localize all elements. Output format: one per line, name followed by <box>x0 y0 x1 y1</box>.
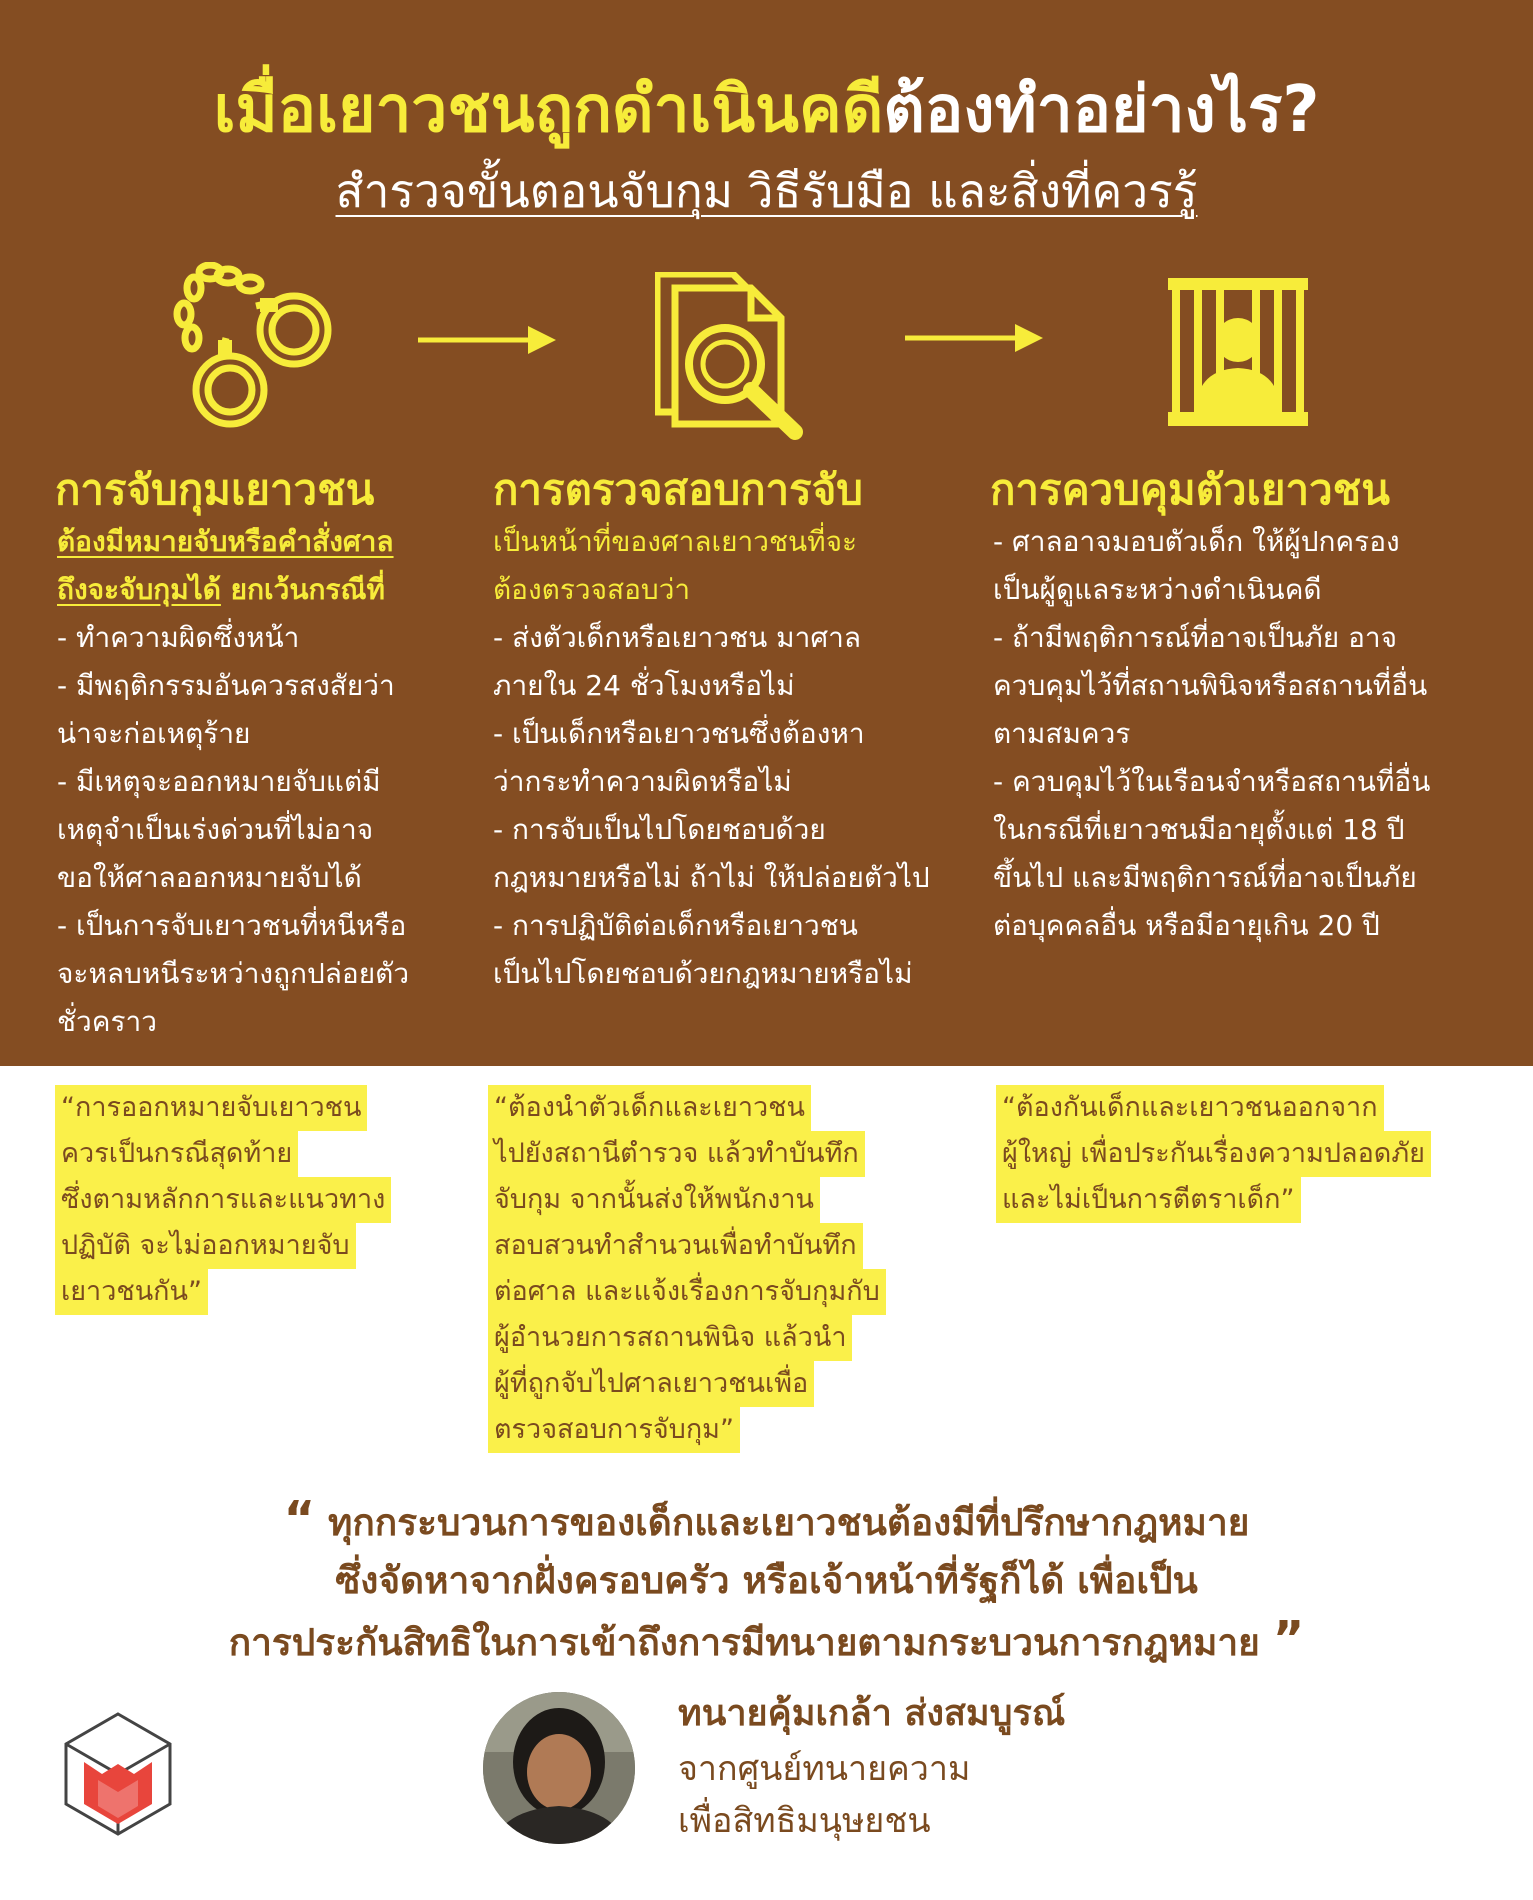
main-quote <box>0 1490 1533 1672</box>
handcuffs-icon <box>170 262 350 432</box>
main-quote-line: ทุกกระบวนการของเด็กและเยาวชนต้องมีที่ปรึกษากฎหมาย <box>328 1501 1250 1544</box>
quote-line: “ต้องกันเด็กและเยาวชนออกจาก <box>996 1085 1384 1131</box>
quote-line: “การออกหมายจับเยาวชน <box>55 1085 367 1131</box>
brand-logo-icon <box>62 1712 174 1836</box>
column-2-intro-2: ต้องตรวจสอบว่า <box>493 573 691 606</box>
quote-line: และไม่เป็นการตีตราเด็ก” <box>996 1177 1301 1223</box>
column-1-line: ชั่วคราว <box>57 1005 157 1038</box>
column-1-line: เหตุจำเป็นเร่งด่วนที่ไม่อาจ <box>57 813 374 846</box>
column-1-intro-2b: ยกเว้นกรณีที่ <box>220 573 385 606</box>
column-1-line: จะหลบหนีระหว่างถูกปล่อยตัว <box>57 957 410 990</box>
column-2-line: - เป็นเด็กหรือเยาวชนซึ่งต้องหา <box>493 717 865 750</box>
column-1-line: ขอให้ศาลออกหมายจับได้ <box>57 861 362 894</box>
column-1-line: - มีเหตุจะออกหมายจับแต่มี <box>57 765 381 798</box>
column-3-quote <box>996 1085 1431 1223</box>
person-name: ทนายคุ้มเกล้า ส่งสมบูรณ์ <box>678 1693 1066 1734</box>
column-1-line: - ทำความผิดซึ่งหน้า <box>57 621 300 654</box>
close-quote-mark: ” <box>1272 1611 1305 1667</box>
prisoner-behind-bars-icon <box>1168 278 1308 428</box>
page-title <box>0 68 1533 152</box>
column-3-line: ควบคุมไว้ที่สถานพินิจหรือสถานที่อื่น <box>993 669 1428 702</box>
column-1-quote <box>55 1085 391 1315</box>
page-subtitle: สำรวจขั้นตอนจับกุม วิธีรับมือ และสิ่งที่ควรรู้ <box>335 164 1198 218</box>
column-3-line: ในกรณีที่เยาวชนมีอายุตั้งแต่ 18 ปี <box>993 813 1405 846</box>
quote-line: ต่อศาล และแจ้งเรื่องการจับกุมกับ <box>488 1269 886 1315</box>
column-2-line: เป็นไปโดยชอบด้วยกฎหมายหรือไม่ <box>493 957 913 990</box>
quote-line: จับกุม จากนั้นส่งให้พนักงาน <box>488 1177 820 1223</box>
column-2-quote <box>488 1085 886 1453</box>
column-3-line: - ควบคุมไว้ในเรือนจำหรือสถานที่อื่น <box>993 765 1431 798</box>
quote-line: ปฏิบัติ จะไม่ออกหมายจับ <box>55 1223 356 1269</box>
quote-line: ซึ่งตามหลักการและแนวทาง <box>55 1177 391 1223</box>
quote-line: “ต้องนำตัวเด็กและเยาวชน <box>488 1085 811 1131</box>
column-2-line: ภายใน 24 ชั่วโมงหรือไม่ <box>493 669 795 702</box>
quote-line: ผู้ใหญ่ เพื่อประกันเรื่องความปลอดภัย <box>996 1131 1431 1177</box>
column-3-title: การควบคุมตัวเยาวชน <box>990 465 1390 514</box>
column-1-line: - มีพฤติกรรมอันควรสงสัยว่า <box>57 669 395 702</box>
main-quote-line: การประกันสิทธิในการเข้าถึงการมีทนายตามกระบวนการกฎหมาย <box>228 1621 1260 1664</box>
column-3-line: ขึ้นไป และมีพฤติการณ์ที่อาจเป็นภัย <box>993 861 1417 894</box>
title-part-1: เมื่อเยาวชนถูกดำเนินคดี <box>213 73 884 147</box>
arrow-right-icon <box>418 320 558 360</box>
column-3-line: - ศาลอาจมอบตัวเด็ก ให้ผู้ปกครอง <box>993 525 1400 558</box>
column-2-line: ว่ากระทำความผิดหรือไม่ <box>493 765 792 798</box>
column-2-line: - ส่งตัวเด็กหรือเยาวชน มาศาล <box>493 621 861 654</box>
column-3-body <box>993 518 1430 950</box>
quote-line: สอบสวนทำสำนวนเพื่อทำบันทึก <box>488 1223 863 1269</box>
column-2-line: - การปฏิบัติต่อเด็กหรือเยาวชน <box>493 909 858 942</box>
quote-line: ผู้อำนวยการสถานพินิจ แล้วนำ <box>488 1315 852 1361</box>
person-org-line-2: เพื่อสิทธิมนุษยชน <box>678 1801 931 1841</box>
main-quote-line: ซึ่งจัดหาจากฝั่งครอบครัว หรือเจ้าหน้าที่รัฐก็ได้ เพื่อเป็น <box>335 1559 1198 1602</box>
document-search-icon <box>655 272 815 442</box>
column-1-intro-2a: ถึงจะจับกุมได้ <box>57 573 221 606</box>
person-portrait-icon <box>483 1692 635 1844</box>
column-1-title: การจับกุมเยาวชน <box>55 465 375 514</box>
avatar <box>483 1692 635 1844</box>
title-part-2: ต้องทำอย่างไร? <box>883 73 1320 147</box>
column-2-line: - การจับเป็นไปโดยชอบด้วย <box>493 813 826 846</box>
column-2-line: กฎหมายหรือไม่ ถ้าไม่ ให้ปล่อยตัวไป <box>493 861 930 894</box>
column-1-line: น่าจะก่อเหตุร้าย <box>57 717 251 750</box>
column-1-intro-1: ต้องมีหมายจับหรือคำสั่งศาล <box>57 525 394 558</box>
column-1-line: - เป็นการจับเยาวชนที่หนีหรือ <box>57 909 407 942</box>
quote-line: เยาวชนกัน” <box>55 1269 208 1315</box>
quote-line: ผู้ที่ถูกจับไปศาลเยาวชนเพื่อ <box>488 1361 814 1407</box>
arrow-right-icon <box>905 318 1045 358</box>
column-3-line: - ถ้ามีพฤติการณ์ที่อาจเป็นภัย อาจ <box>993 621 1398 654</box>
open-quote-mark: “ <box>283 1491 316 1547</box>
column-1-body <box>57 518 409 1046</box>
quote-line: ตรวจสอบการจับกุม” <box>488 1407 740 1453</box>
quote-line: ไปยังสถานีตำรวจ แล้วทำบันทึก <box>488 1131 865 1177</box>
person-org-line-1: จากศูนย์ทนายความ <box>678 1749 971 1789</box>
column-2-intro-1: เป็นหน้าที่ของศาลเยาวชนที่จะ <box>493 525 858 558</box>
column-2-body <box>493 518 930 998</box>
column-2-title: การตรวจสอบการจับ <box>493 465 863 514</box>
column-3-line: ต่อบุคคลอื่น หรือมีอายุเกิน 20 ปี <box>993 909 1380 942</box>
column-3-line: เป็นผู้ดูแลระหว่างดำเนินคดี <box>993 573 1322 606</box>
quote-line: ควรเป็นกรณีสุดท้าย <box>55 1131 298 1177</box>
column-3-line: ตามสมควร <box>993 717 1131 750</box>
